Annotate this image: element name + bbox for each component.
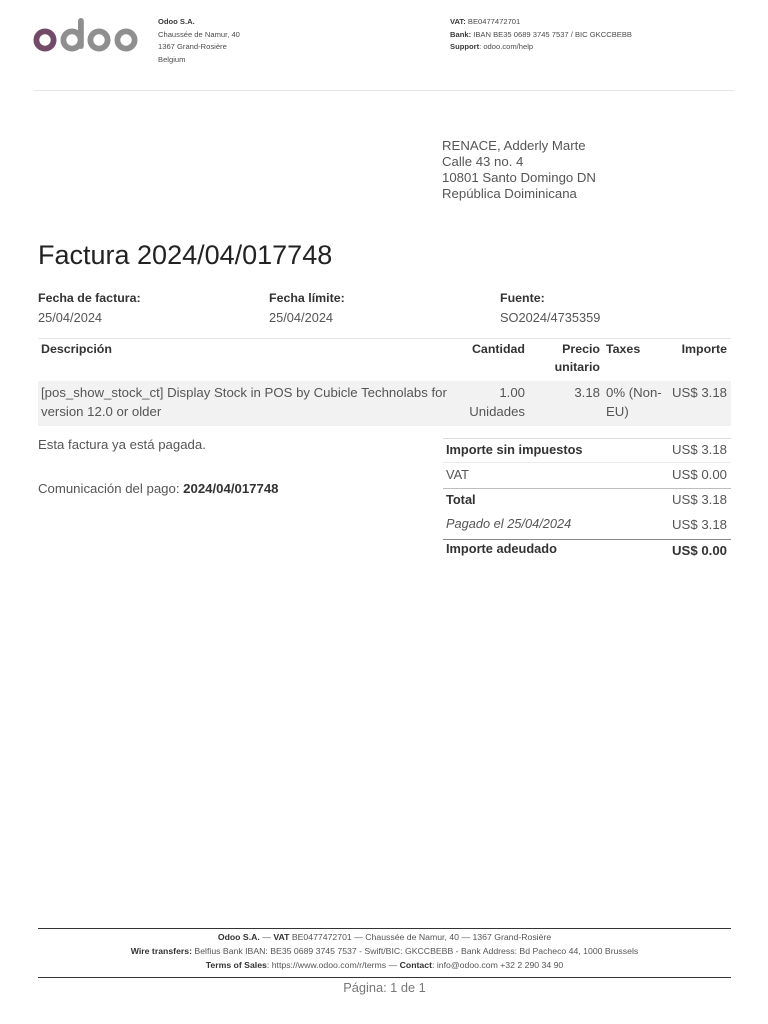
company-name: Odoo S.A. xyxy=(158,17,195,26)
totals-divider xyxy=(443,462,731,463)
row-unit-price: 3.18 xyxy=(574,385,600,400)
footer-bank-line: Wire transfers: Belfius Bank IBAN: BE35 0689 3745 7537 - Swift/BIC: GKCCBEBB - Bank Address: Bd Pacheco 44, 1000 Brussels xyxy=(130,946,639,956)
invoice-date-label: Fecha de factura: xyxy=(38,291,141,305)
page-counter: Página: 1 de 1 xyxy=(343,980,426,995)
col-header-unit-price: Precio unitario xyxy=(554,342,600,374)
company-street: Chaussée de Namur, 40 xyxy=(158,29,240,39)
footer-company-line: Odoo S.A. — VAT BE0477472701 — Chaussée de Namur, 40 — 1367 Grand-Rosière xyxy=(217,932,552,942)
amount-due-label: Importe adeudado xyxy=(446,541,557,556)
source-value: SO2024/4735359 xyxy=(500,310,601,325)
amount-due-value: US$ 0.00 xyxy=(672,543,727,558)
col-header-quantity: Cantidad xyxy=(471,342,525,356)
col-header-amount: Importe xyxy=(681,342,727,356)
total-divider xyxy=(443,488,731,489)
footer-top-divider xyxy=(38,928,731,929)
company-address xyxy=(158,16,240,66)
col-header-taxes: Taxes xyxy=(606,342,641,356)
odoo-logo xyxy=(33,16,145,54)
company-vat-bank xyxy=(450,16,632,54)
company-city: 1367 Grand-Rosière xyxy=(158,42,227,51)
total-label: Total xyxy=(446,492,476,507)
customer-name: RENACE, Adderly Marte xyxy=(442,138,586,153)
customer-country: República Doiminicana xyxy=(442,186,577,201)
support-label: Support xyxy=(450,42,480,51)
col-header-description: Descripción xyxy=(41,342,112,356)
support-value: : odoo.com/help xyxy=(479,42,534,51)
row-taxes: 0% (Non- EU) xyxy=(606,385,662,419)
customer-address xyxy=(442,138,596,202)
paid-on-value: US$ 3.18 xyxy=(672,517,727,532)
untaxed-label: Importe sin impuestos xyxy=(446,442,583,457)
source-label: Fuente: xyxy=(500,291,545,305)
due-date-label: Fecha límite: xyxy=(269,291,345,305)
customer-street: Calle 43 no. 4 xyxy=(442,154,524,169)
row-quantity: 1.00 Unidades xyxy=(469,385,525,419)
payment-comm-label: Comunicación del pago: xyxy=(38,481,180,496)
total-value: US$ 3.18 xyxy=(672,492,727,507)
table-top-divider xyxy=(38,338,731,339)
payment-comm-value: 2024/04/017748 xyxy=(183,481,279,496)
row-description: [pos_show_stock_ct] Display Stock in POS by Cubicle Technolabs for version 12.0 or older xyxy=(41,385,447,419)
vat-label: VAT: xyxy=(450,17,466,26)
amount-due-divider xyxy=(443,539,731,540)
vat-label: VAT xyxy=(446,467,469,482)
paid-note: Esta factura ya está pagada. xyxy=(38,437,206,452)
paid-on-label: Pagado el 25/04/2024 xyxy=(446,516,572,531)
customer-city: 10801 Santo Domingo DN xyxy=(442,170,596,185)
payment-communication xyxy=(38,481,279,496)
bank-label: Bank: xyxy=(450,29,472,39)
invoice-date-value: 25/04/2024 xyxy=(38,310,103,325)
vat-value: BE0477472701 xyxy=(467,17,521,26)
untaxed-value: US$ 3.18 xyxy=(672,442,727,457)
invoice-title: Factura 2024/04/017748 xyxy=(38,240,333,270)
vat-amount: US$ 0.00 xyxy=(672,467,727,482)
footer-bottom-divider xyxy=(38,977,731,978)
row-amount: US$ 3.18 xyxy=(672,385,727,400)
due-date-value: 25/04/2024 xyxy=(269,310,334,325)
totals-top-divider xyxy=(443,438,731,439)
footer-terms-line: Terms of Sales: https://www.odoo.com/r/terms — Contact: info@odoo.com +32 2 290 34 90 xyxy=(205,960,564,970)
header-divider xyxy=(34,90,734,91)
bank-value: IBAN BE35 0689 3745 7537 / BIC GKCCBEBB xyxy=(473,29,632,39)
company-country: Belgium xyxy=(158,54,186,64)
